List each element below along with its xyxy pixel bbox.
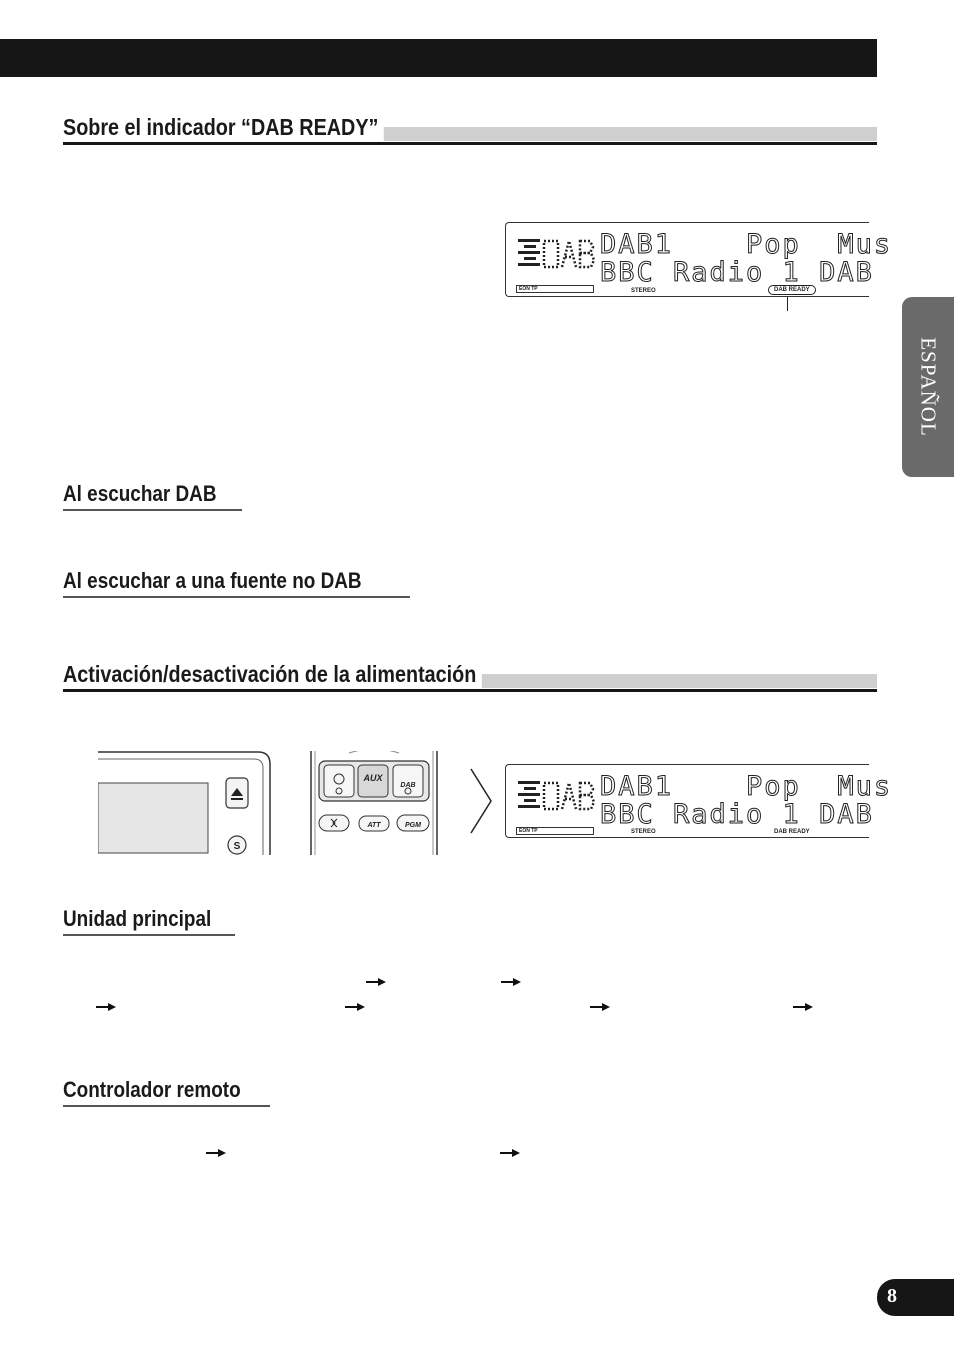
page-number-tab xyxy=(877,1279,954,1316)
stereo-indicator: STEREO xyxy=(631,829,656,835)
language-tab: ESPAÑOL xyxy=(902,297,954,477)
dab-logo-icon xyxy=(516,235,596,275)
display-line-1: DAB1 Pop Mus xyxy=(600,771,893,802)
right-arrow-icon xyxy=(366,977,386,987)
subheading-listening-non-dab: Al escuchar a una fuente no DAB xyxy=(63,568,410,598)
remote-control-illustration xyxy=(309,751,439,855)
section-title: Sobre el indicador “DAB READY” xyxy=(63,113,384,141)
display-line-2: BBC Radio 1 DAB xyxy=(600,257,874,288)
dab-button-label: DAB xyxy=(400,782,416,789)
right-arrow-icon xyxy=(206,1148,226,1158)
display-line-2: BBC Radio 1 DAB xyxy=(600,799,874,830)
section-heading-power xyxy=(63,660,877,692)
dab-logo-icon xyxy=(516,777,596,817)
section-title: Activación/desactivación de la alimentación xyxy=(63,660,481,688)
source-button-icon xyxy=(228,836,246,854)
subheading-listening-dab: Al escuchar DAB xyxy=(63,481,242,511)
right-arrow-icon xyxy=(500,1148,520,1158)
chevron-right-icon xyxy=(469,767,493,835)
pgm-button-label: PGM xyxy=(405,822,421,829)
stereo-indicator: STEREO xyxy=(631,288,656,294)
aux-button-label: AUX xyxy=(363,773,383,783)
right-arrow-icon xyxy=(501,977,521,987)
dab-ready-indicator: DAB READY xyxy=(774,829,810,835)
subheading-remote: Controlador remoto xyxy=(63,1077,270,1107)
dab-ready-indicator: DAB READY xyxy=(768,285,816,295)
header-bar xyxy=(0,39,877,77)
display-line-1: DAB1 Pop Mus xyxy=(600,229,893,260)
right-arrow-icon xyxy=(345,1002,365,1012)
right-arrow-icon xyxy=(590,1002,610,1012)
svg-text:S: S xyxy=(233,841,241,852)
section-heading-dab-ready xyxy=(63,113,877,145)
eon-tp-indicator: EON TP xyxy=(516,827,594,835)
eon-tp-indicator: EON TP xyxy=(516,285,594,293)
right-arrow-icon xyxy=(793,1002,813,1012)
page-number: 8 xyxy=(887,1285,897,1307)
lcd-display-power xyxy=(505,764,893,838)
callout-line xyxy=(787,297,788,311)
subheading-main-unit: Unidad principal xyxy=(63,906,235,936)
lcd-display-dab-ready xyxy=(505,222,893,297)
right-arrow-icon xyxy=(96,1002,116,1012)
att-button-label: ATT xyxy=(367,822,381,829)
head-unit-illustration xyxy=(98,751,272,855)
